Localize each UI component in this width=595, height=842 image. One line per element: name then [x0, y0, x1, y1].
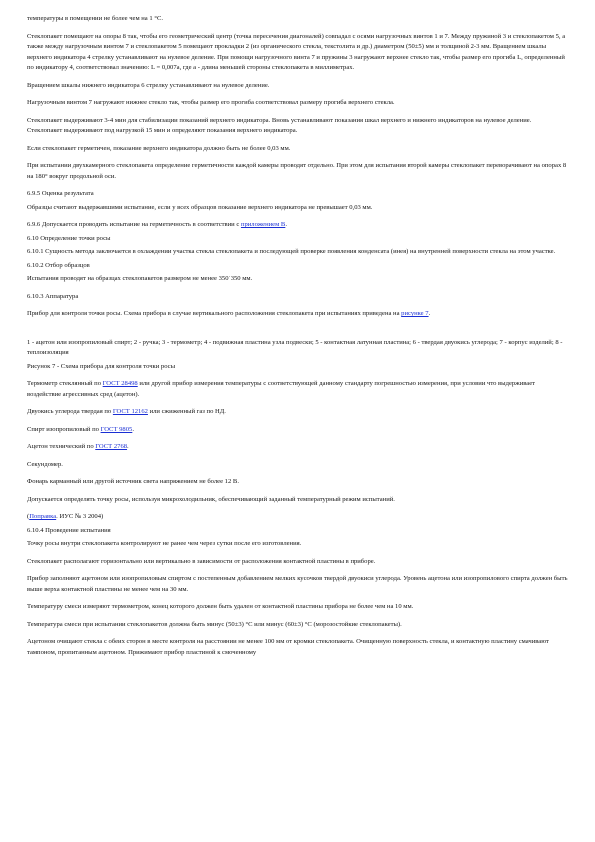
- paragraph: [27, 98, 568, 109]
- paragraph-text: Двуокись углерода твердая по: [27, 408, 113, 415]
- paragraph-text-tail: или другой прибор измерения температуры с соответствующей данному стандарту погрешностью измерения, при условии что выдерживает воздействие агрессивных сред (ацетон).: [27, 380, 536, 398]
- document-link[interactable]: Поправка: [29, 513, 57, 520]
- paragraph-text: 1 - ацетон или изопропиловый спирт; 2 - ручка; 3 - термометр; 4 - подвижная пластина узла подвески; 5 - контактная латунная пластина; 6 - твердая двуокись углерода; 7 - корпус изделий; 8 - теплоизоляция: [27, 338, 563, 356]
- paragraph: [27, 247, 568, 258]
- paragraph: [27, 292, 568, 303]
- paragraph-text-tail: . ИУС № 3 2004): [56, 513, 104, 520]
- paragraph-text: 6.9.6 Допускается проводить испытание на герметичность в соответствии с: [27, 221, 241, 228]
- paragraph: [27, 261, 568, 272]
- paragraph: [27, 189, 568, 200]
- paragraph: [27, 274, 568, 285]
- paragraph: [27, 477, 568, 488]
- paragraph-text: Фонарь карманный или другой источник света напряжением не более 12 В.: [27, 478, 239, 485]
- paragraph: [27, 495, 568, 506]
- paragraph-text: Нагрузочным винтом 7 нагружают нижнее стекло так, чтобы размер его прогиба соответствовал размеру прогиба верхнего стекла.: [27, 99, 395, 106]
- paragraph-text: 6.10.1 Сущность метода заключается в охлаждении участка стекла стеклопакета и последующей проверке появления конденсата (инея) на внутренней поверхности стекла на этом участке.: [27, 248, 556, 255]
- paragraph: [27, 161, 568, 182]
- paragraph: [27, 602, 568, 613]
- paragraph-text-tail: или сжиженный газ по НД.: [147, 408, 226, 415]
- paragraph-text-tail: .: [428, 310, 431, 317]
- paragraph-text: Испытания проводят на образцах стеклопакетов размером не менее 350˙350 мм.: [27, 275, 253, 282]
- paragraph-text: Допускается определять точку росы, используя микрохолодильник, обеспечивающий заданный температурный режим испытаний.: [27, 495, 395, 503]
- paragraph-text: Спирт изопропиловый по: [27, 425, 101, 433]
- paragraph-text: (: [27, 513, 30, 520]
- paragraph-text: Ацетоном очищают стекла с обеих сторон в месте контроля на расстоянии не менее 100 мм от кромки стеклопакета. Очищенную поверхность стекла, и контактную пластину смачивают тампоном, пропитанным ацетоном. Прижимают прибор пластиной к смоченному: [27, 638, 549, 656]
- paragraph: [27, 362, 568, 373]
- paragraph-text: Секундомер.: [27, 460, 63, 468]
- paragraph: [27, 203, 568, 214]
- paragraph-text: Рисунок 7 - Схема прибора для контроля точки росы: [27, 362, 176, 370]
- paragraph-text: Температуру смеси измеряют термометром, конец которого должен быть удален от контактной пластины прибора не более чем на 10 мм.: [27, 603, 414, 610]
- paragraph: [27, 32, 568, 74]
- paragraph: [27, 557, 568, 568]
- paragraph: [27, 539, 568, 550]
- paragraph-text-tail: .: [285, 221, 287, 228]
- document-link[interactable]: ГОСТ 12162: [112, 408, 148, 415]
- paragraph: [27, 379, 568, 400]
- paragraph-text: Термометр стеклянный по: [27, 380, 103, 387]
- paragraph: [27, 338, 568, 359]
- paragraph-text: 6.9.5 Оценка результата: [27, 190, 94, 197]
- paragraph: [27, 407, 568, 418]
- document-link[interactable]: ГОСТ 28498: [102, 380, 138, 387]
- paragraph-text-tail: .: [132, 425, 134, 433]
- paragraph-text: 6.10.3 Аппаратура: [27, 292, 79, 300]
- paragraph-text: Ацетон технический по: [27, 443, 96, 450]
- paragraph: [27, 526, 568, 537]
- paragraph-text: Стеклопакет выдерживают 3-4 мин для стабилизации показаний верхнего индикатора. Вновь устанавливают показания шкал верхнего и нижнего индикаторов на нулевое деление. Стеклопакет выдерживают под нагрузкой 15 мин и определяют показания верхнего индикатора.: [27, 116, 532, 134]
- paragraph-text: Прибор для контроля точки росы. Схема прибора в случае вертикального расположения стеклопакета при испытаниях приведена на: [27, 310, 402, 317]
- paragraph-text: Образцы считают выдержавшими испытание, если у всех образцов показание верхнего индикатора не превышает 0,03 мм.: [27, 203, 373, 211]
- paragraph-text: 6.10 Определение точки росы: [27, 234, 111, 242]
- document-link[interactable]: рисунке 7: [401, 310, 429, 317]
- paragraph: [27, 116, 568, 137]
- paragraph: [27, 425, 568, 436]
- paragraph: [27, 460, 568, 471]
- paragraph: [27, 620, 568, 631]
- paragraph: [27, 144, 568, 155]
- paragraph-text: Прибор заполняют ацетоном или изопропиловым спиртом с постепенным добавлением мелких кусочков твердой двуокиси углерода. Уровень ацетона или изопропилового спирта должен быть выше верха контактной пластины не менее чем на 30 мм.: [27, 575, 568, 593]
- paragraph: [27, 220, 568, 231]
- paragraph-text-tail: .: [127, 443, 129, 450]
- document-link[interactable]: приложением В: [240, 221, 286, 228]
- paragraph: [27, 14, 568, 25]
- paragraph-text: 6.10.4 Проведение испытания: [27, 526, 111, 534]
- paragraph: [27, 309, 568, 320]
- paragraph-text: Стеклопакет помещают на опоры 8 так, чтобы его геометрический центр (точка пересечения диагоналей) совпадал с осями нагрузочных винтов 1 и 7. Между пружиной 3 и стеклопакетом 5, а также между нагрузочным винтом 7 и стеклопакетом 5 помещают прокладки 2 (из органического стекла, текстолита и др.) диаметром (50±5) мм и толщиной 2-3 мм. Вращением шкалы верхнего индикатора 4 стрелку устанавливают на нулевое деление. При помощи нагрузочного винта 7 и пружины 3 нагружают верхнее стекло так, чтобы размер его прогиба L, определенный по индикатору 4, соответствовал значению: L = 0,007a, где a - длина меньшей стороны стеклопакета в миллиметрах.: [27, 32, 566, 71]
- paragraph-text: Температура смеси при испытании стеклопакетов должна быть минус (50±3) °С или минус (60±3) °С (морозостойкие стеклопакеты).: [27, 620, 402, 628]
- paragraph: [27, 81, 568, 92]
- paragraph: [27, 637, 568, 658]
- paragraph: [27, 512, 568, 523]
- paragraph: [27, 442, 568, 453]
- paragraph-text: 6.10.2 Отбор образцов: [27, 261, 90, 269]
- paragraph-text: Точку росы внутри стеклопакета контролируют не ранее чем через сутки после его изготовления.: [27, 540, 302, 547]
- paragraph: [27, 234, 568, 245]
- document-link[interactable]: ГОСТ 9805: [100, 425, 133, 433]
- paragraph-text: Если стеклопакет герметичен, показание верхнего индикатора должно быть не более 0,03 мм.: [27, 144, 291, 152]
- paragraph: [27, 574, 568, 595]
- paragraph-text: При испытании двухкамерного стеклопакета определение герметичности каждой камеры проводят отдельно. При этом для испытания второй камеры стеклопакет переворачивают на опорах 8 на 180° вокруг продольной оси.: [27, 162, 567, 180]
- paragraph-text: Стеклопакет располагают горизонтально или вертикально в зависимости от расположения контактной пластины в приборе.: [27, 557, 376, 565]
- paragraph-text: температуры в помещении не более чем на 1 °С.: [27, 15, 164, 22]
- document-link[interactable]: ГОСТ 2768: [95, 443, 128, 450]
- paragraph-text: Вращением шкалы нижнего индикатора 6 стрелку устанавливают на нулевое деление.: [27, 81, 270, 89]
- document-body: [27, 14, 568, 665]
